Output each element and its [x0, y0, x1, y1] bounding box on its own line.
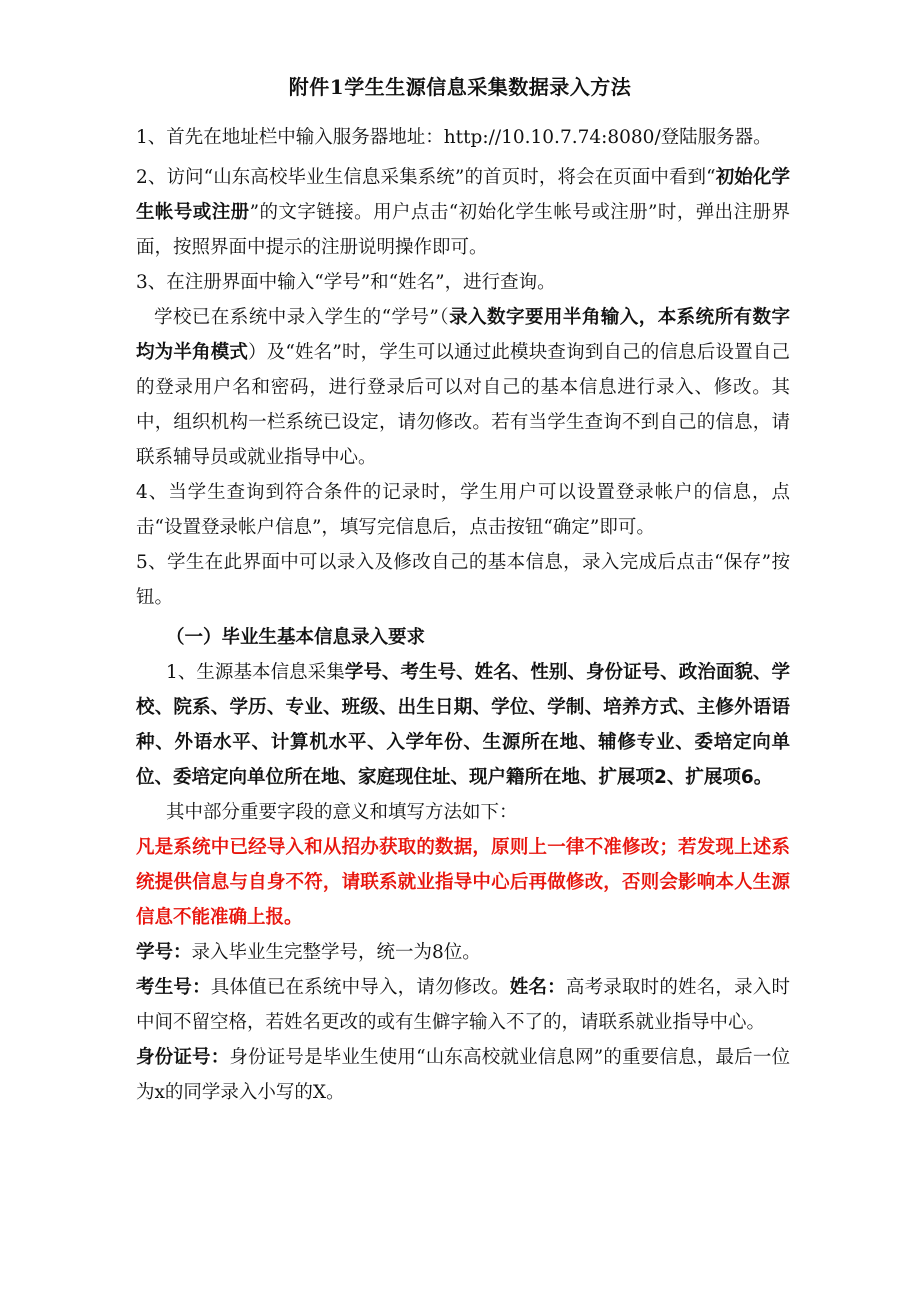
paragraph-step-5: 5、学生在此界面中可以录入及修改自己的基本信息，录入完成后点击“保存”按钮。: [136, 552, 790, 608]
field-student-id-label: 学号：: [136, 942, 192, 963]
field-exam-number-text: 具体值已在系统中导入，请勿修改。: [210, 977, 510, 998]
field-list-intro: 1、生源基本信息采集: [166, 662, 345, 683]
step-3-detail-text-a: 学校已在系统中录入学生的“学号”（: [154, 307, 450, 328]
step-3-detail-bold-note: 录入数字要用半角输入，本系统所有数字均为半角模式: [136, 307, 790, 363]
paragraph-field-intro: 其中部分重要字段的意义和填写方法如下：: [166, 802, 518, 823]
paragraph-step-2: [136, 160, 790, 265]
field-exam-number: [136, 970, 790, 1040]
step-2-link-name: 初始化学生帐号或注册: [136, 167, 790, 223]
field-student-id: [136, 935, 790, 970]
paragraph-step-4: 4、当学生查询到符合条件的记录时，学生用户可以设置登录帐户的信息，点击“设置登录帐户信息”，填写完信息后，点击按钮“确定”即可。: [136, 482, 790, 538]
field-id-card-text: 身份证号是毕业生使用“山东高校就业信息网”的重要信息，最后一位为x的同学录入小写的X。: [136, 1047, 790, 1103]
paragraph-field-list: [136, 655, 790, 795]
step-2-text-c: ”的文字链接。用户点击“初始化学生帐号或注册”时，弹出注册界面，按照界面中提示的注册说明操作即可。: [136, 202, 790, 258]
step-2-text-a: 2、访问“山东高校毕业生信息采集系统”的首页时，将会在页面中看到“: [136, 167, 716, 188]
field-student-id-text: 录入毕业生完整学号，统一为8位。: [191, 942, 481, 963]
field-id-card: [136, 1040, 790, 1110]
paragraph-step-3-detail: [136, 300, 790, 475]
field-exam-number-label: 考生号：: [136, 977, 211, 998]
document-title: 附件1学生生源信息采集数据录入方法: [288, 75, 632, 99]
field-id-card-label: 身份证号：: [136, 1047, 230, 1068]
paragraph-step-1: 1、首先在地址栏中输入服务器地址：http://10.10.7.74:8080/登陆服务器。: [136, 127, 772, 148]
document-body: [136, 120, 790, 1110]
warning-paragraph: 凡是系统中已经导入和从招办获取的数据，原则上一律不准修改；若发现上述系统提供信息与自身不符，请联系就业指导中心后再做修改，否则会影响本人生源信息不能准确上报。: [136, 837, 790, 928]
field-name-label: 姓名：: [509, 977, 566, 998]
field-list-items: 学号、考生号、姓名、性别、身份证号、政治面貌、学校、院系、学历、专业、班级、出生日期、学位、学制、培养方式、主修外语语种、外语水平、计算机水平、入学年份、生源所在地、辅修专业、委培定向单位、委培定向单位所在地、家庭现住址、现户籍所在地、扩展项2、扩展项6。: [136, 662, 790, 788]
step-3-detail-text-c: ）及“姓名”时，学生可以通过此模块查询到自己的信息后设置自己的登录用户名和密码，进行登录后可以对自己的基本信息进行录入、修改。其中，组织机构一栏系统已设定，请勿修改。若有当学生查询不到自己的信息，请联系辅导员或就业指导中心。: [136, 342, 790, 468]
section-heading: （一）毕业生基本信息录入要求: [166, 627, 426, 648]
field-name-text: 高考录取时的姓名，录入时中间不留空格，若姓名更改的或有生僻字输入不了的，请联系就业指导中心。: [136, 977, 790, 1033]
paragraph-step-3: 3、在注册界面中输入“学号”和“姓名”，进行查询。: [136, 272, 556, 293]
